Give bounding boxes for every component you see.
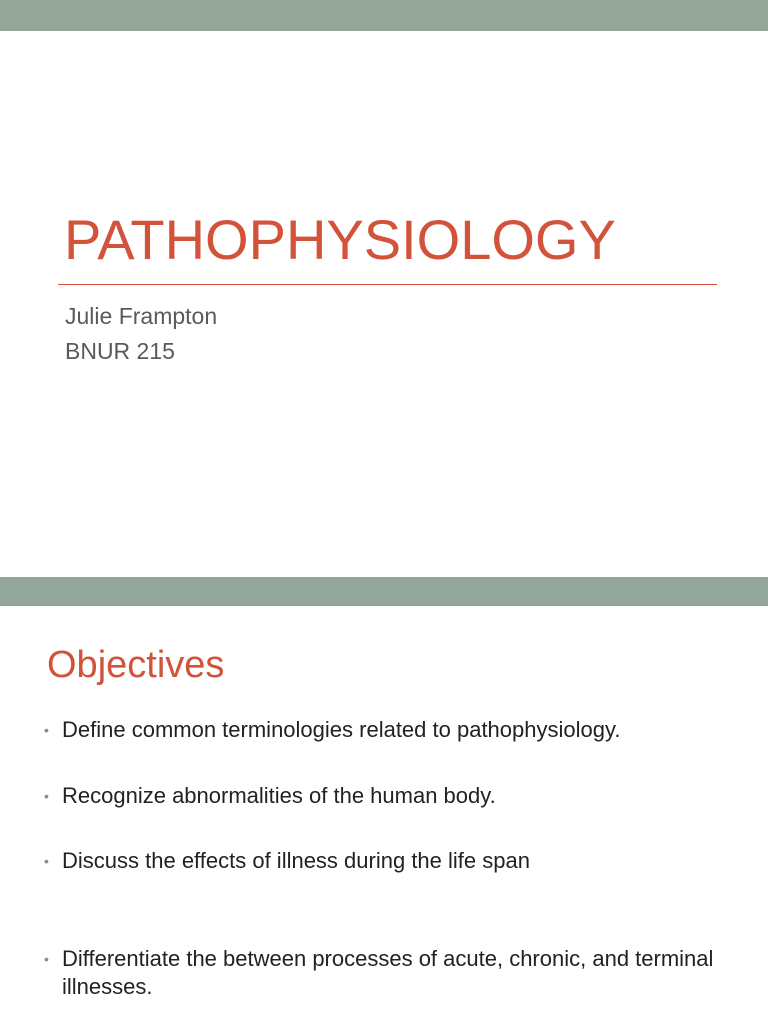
slide-subtitle bbox=[65, 299, 217, 369]
list-item bbox=[44, 847, 734, 875]
objectives-title: Objectives bbox=[47, 644, 225, 686]
title-slide bbox=[0, 31, 768, 577]
slide-title: PATHOPHYSIOLOGY bbox=[64, 208, 616, 271]
course-code: BNUR 215 bbox=[65, 338, 175, 364]
bullet-icon: • bbox=[44, 951, 49, 967]
list-item-text: Discuss the effects of illness during the life span bbox=[62, 848, 530, 873]
list-item bbox=[44, 782, 734, 810]
list-item bbox=[44, 716, 734, 744]
list-item bbox=[44, 945, 734, 1001]
slide-separator-band bbox=[0, 577, 768, 606]
list-item-text: Recognize abnormalities of the human body. bbox=[62, 783, 496, 808]
bullet-icon: • bbox=[44, 722, 49, 738]
author-name: Julie Frampton bbox=[65, 303, 218, 329]
objectives-slide bbox=[0, 606, 768, 1024]
top-band bbox=[0, 0, 768, 31]
bullet-icon: • bbox=[44, 788, 49, 804]
list-item-text: Differentiate the between processes of acute, chronic, and terminal illnesses. bbox=[62, 946, 714, 999]
title-divider bbox=[58, 284, 717, 285]
list-item-text: Define common terminologies related to pathophysiology. bbox=[62, 717, 621, 742]
bullet-icon: • bbox=[44, 853, 49, 869]
